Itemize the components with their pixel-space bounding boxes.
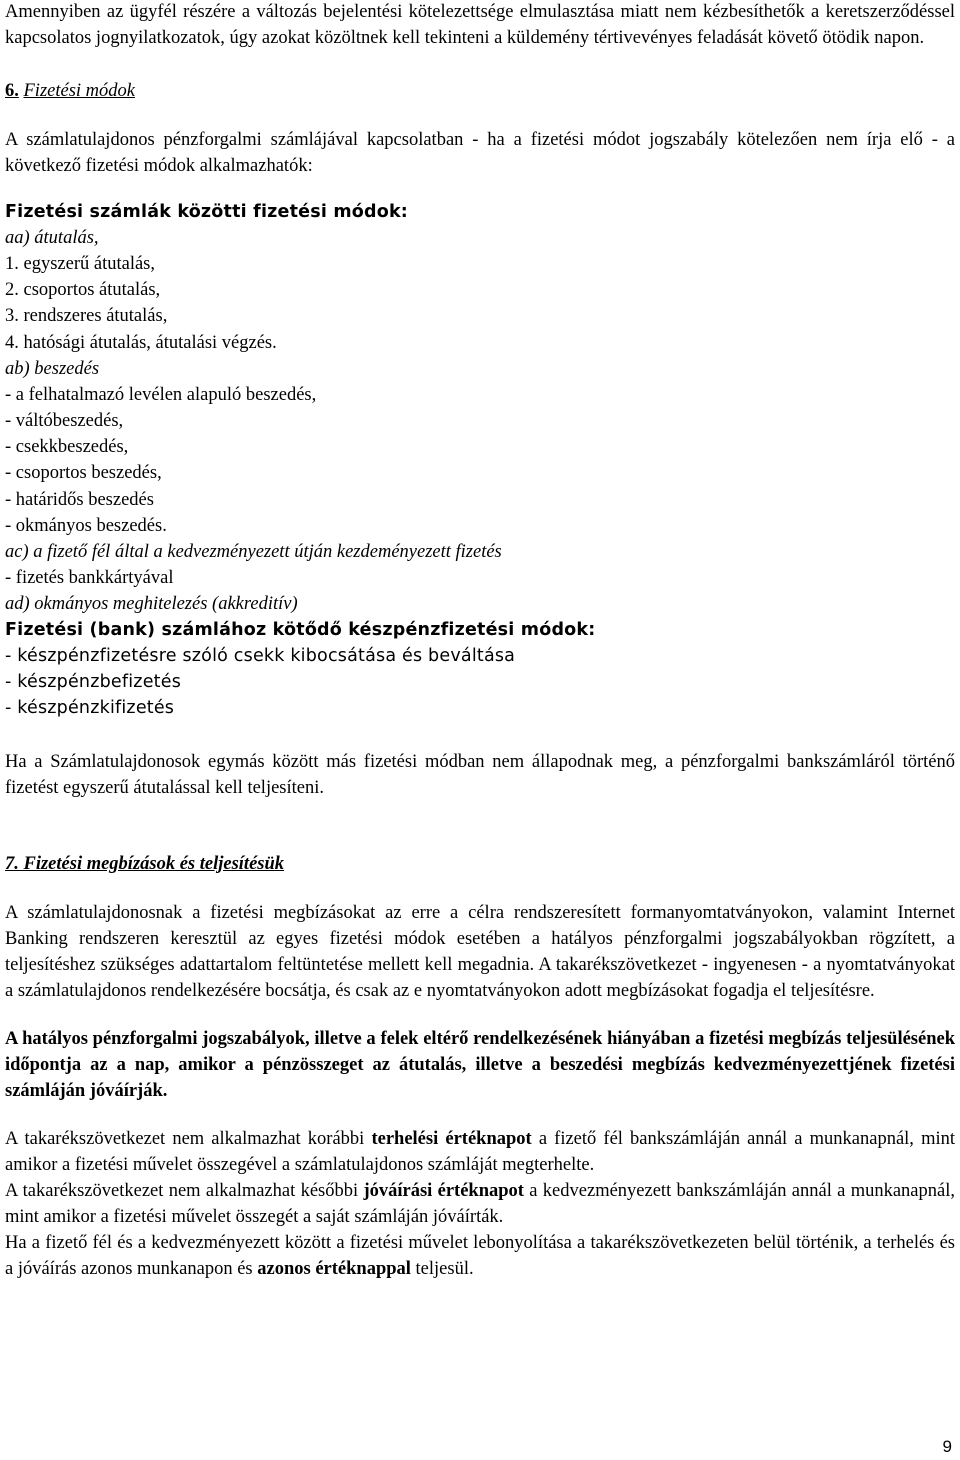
para5-text-c: teljesül. xyxy=(410,1258,474,1279)
list-item: - készpénzbefizetés xyxy=(5,672,182,693)
list-item: - készpénzkifizetés xyxy=(5,698,175,719)
list-item: - csekkbeszedés, xyxy=(5,437,129,458)
ac-title: ac) a fizető fél által a kedvezményezett útján kezdeményezett fizetés xyxy=(5,542,502,563)
para5-text-a: Ha a fizető fél és a kedvezményezett között a fizetési művelet lebonyolítása a takarékszövetkezeten belül történik, a terhelés és a jóváírás azonos munkanapon és xyxy=(5,1232,955,1279)
para4-emphasis: jóváírási értéknapot xyxy=(363,1180,524,1201)
list-item: - a felhatalmazó levélen alapuló beszedés, xyxy=(5,384,317,405)
aa-list xyxy=(5,251,955,356)
para5-emphasis: azonos értéknappal xyxy=(257,1258,411,1279)
ab-list xyxy=(5,382,955,539)
group2-title: Fizetési (bank) számlához kötődő készpénzfizetési módok: xyxy=(5,620,596,641)
document-page xyxy=(5,0,955,1282)
aa-title: aa) átutalás, xyxy=(5,228,99,248)
list-item: 2. csoportos átutalás, xyxy=(5,280,161,301)
section-6-number: 6. xyxy=(5,81,19,101)
ab-title: ab) beszedés xyxy=(5,358,100,379)
list-item: - okmányos beszedés. xyxy=(5,515,167,536)
section-7-para-2: A hatályos pénzforgalmi jogszabályok, illetve a felek eltérő rendelkezésének hiányában a fizetési megbízás teljesülésének időpontja az a nap, amikor a pénzösszeget az átutalás, illetve a beszedési megbízás kedvezményezettjének fizetési számláján jóváírják. xyxy=(5,1028,955,1101)
section-6-heading xyxy=(5,78,955,104)
list-item: - készpénzfizetésre szóló csekk kibocsátása és beváltása xyxy=(5,646,516,667)
para4-text-c: a kedvezményezett bankszámláján annál a munkanapnál, mint amikor a fizetési művelet összegét a saját számláján jóváírták. xyxy=(5,1180,955,1227)
para3-text-a: A takarékszövetkezet nem alkalmazhat korábbi xyxy=(5,1128,372,1149)
list-item: - határidős beszedés xyxy=(5,489,154,510)
page-number: 9 xyxy=(942,1437,952,1456)
section-7-para-5 xyxy=(5,1230,955,1282)
list-item: 4. hatósági átutalás, átutalási végzés. xyxy=(5,332,277,353)
group1-title: Fizetési számlák közötti fizetési módok: xyxy=(5,202,409,222)
intro-paragraph: Amennyiben az ügyfél részére a változás bejelentési kötelezettsége elmulasztása miatt nem kézbesíthetők a keretszerződéssel kapcsolatos jognyilatkozatok, úgy azokat közöltnek kell tekinteni a küldemény tértivevényes feladását követő ötödik napon. xyxy=(5,2,955,48)
section-6-title: Fizetési módok xyxy=(23,81,135,101)
section-7-para-3 xyxy=(5,1126,955,1178)
group2-list xyxy=(5,643,955,722)
list-item: - csoportos beszedés, xyxy=(5,463,162,484)
ad-title: ad) okmányos meghitelezés (akkreditív) xyxy=(5,594,298,615)
section-7-heading: 7. Fizetési megbízások és teljesítésük xyxy=(5,853,285,874)
section-6-intro: A számlatulajdonos pénzforgalmi számlájával kapcsolatban - ha a fizetési módot jogszabály kötelezően nem írja elő - a következő fizetési módok alkalmazhatók: xyxy=(5,130,955,176)
section-6-closing: Ha a Számlatulajdonosok egymás között más fizetési módban nem állapodnak meg, a pénzforgalmi bankszámláról történő fizetést egyszerű átutalással kell teljesíteni. xyxy=(5,751,955,798)
list-item: - fizetés bankkártyával xyxy=(5,568,174,589)
list-item: 3. rendszeres átutalás, xyxy=(5,306,168,327)
section-7-para-1: A számlatulajdonosnak a fizetési megbízásokat az erre a célra rendszeresített formanyomtatványokon, valamint Internet Banking rendszeren keresztül az egyes fizetési módok esetében a hatályos pénzforgalmi jogszabályokban rögzített, a teljesítéshez szükséges adattartalom feltüntetése mellett kell megadnia. A takarékszövetkezet - ingyenesen - a nyomtatványokat a számlatulajdonos rendelkezésére bocsátja, és csak az e nyomtatványokon adott megbízásokat fogadja el teljesítésre. xyxy=(5,902,955,1001)
section-7-para-4 xyxy=(5,1178,955,1230)
list-item: - váltóbeszedés, xyxy=(5,411,124,432)
para3-emphasis: terhelési értéknapot xyxy=(371,1128,532,1149)
para4-text-a: A takarékszövetkezet nem alkalmazhat későbbi xyxy=(5,1180,364,1201)
list-item: 1. egyszerű átutalás, xyxy=(5,254,155,274)
para3-text-c: a fizető fél bankszámláján annál a munkanapnál, mint amikor a fizetési művelet összegével a számlatulajdonos számláját megterhelte. xyxy=(5,1128,955,1175)
